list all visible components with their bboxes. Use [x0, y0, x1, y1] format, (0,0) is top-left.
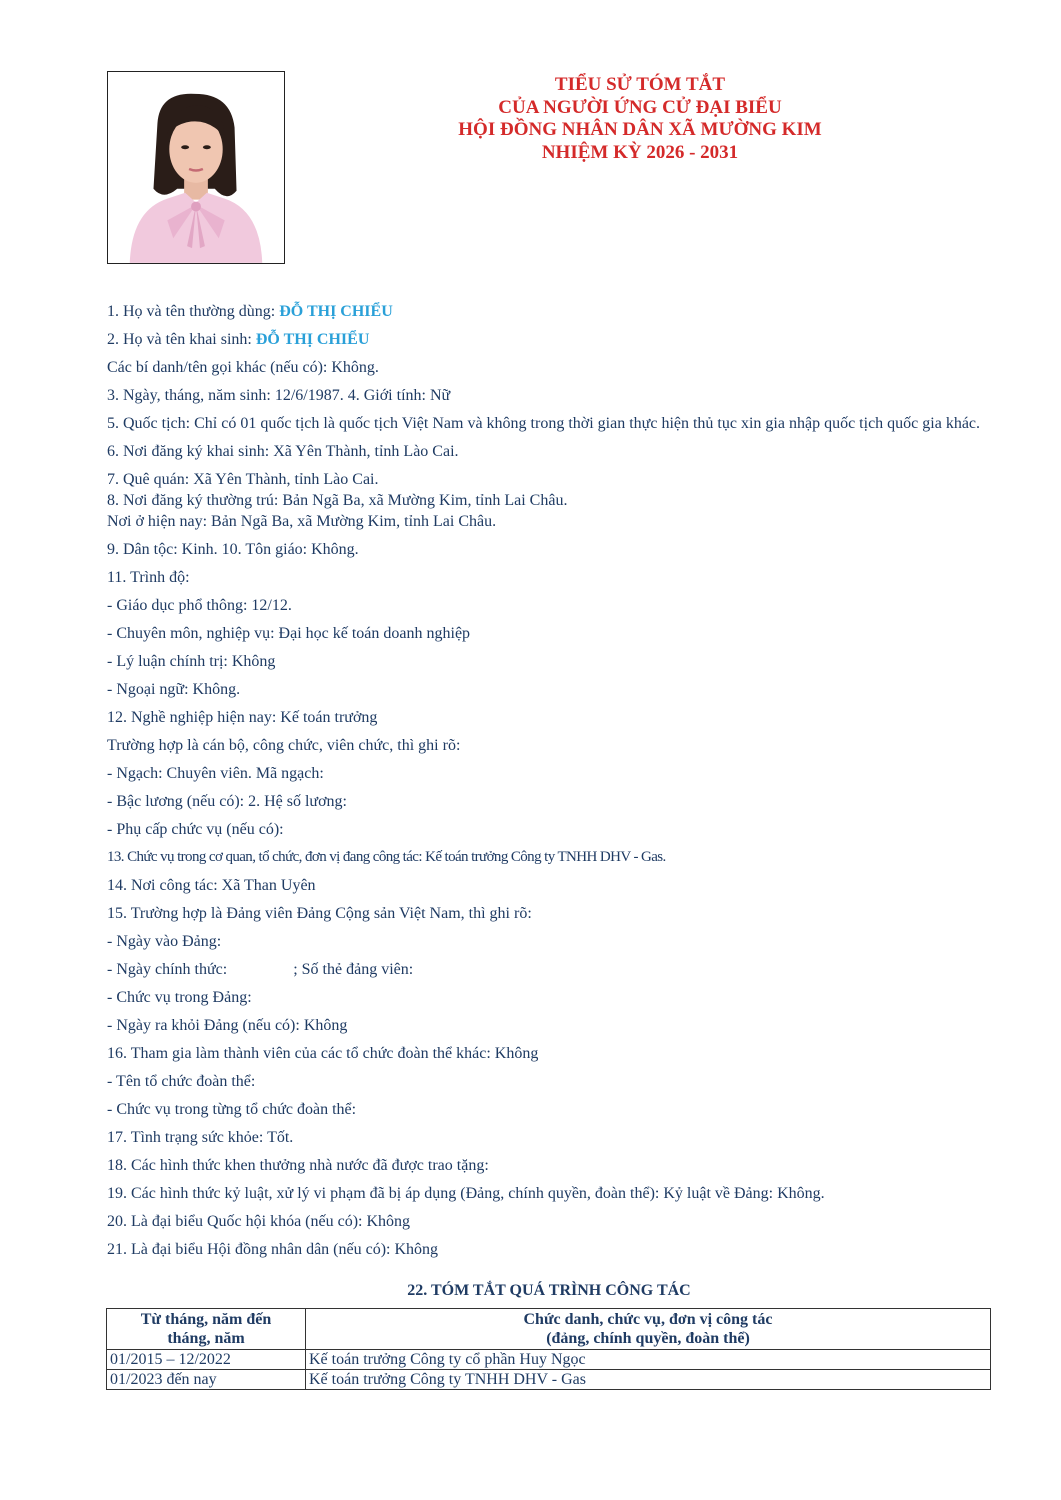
- biography-content: [107, 301, 997, 1260]
- period-cell: 01/2015 – 12/2022: [107, 1350, 306, 1370]
- period-column-header: Từ tháng, năm đến tháng, năm: [107, 1309, 306, 1350]
- current-residence-line: Nơi ở hiện nay: Bản Ngã Ba, xã Mường Kim, tỉnh Lai Châu.: [107, 513, 497, 530]
- work-history-title: 22. TÓM TẮT QUÁ TRÌNH CÔNG TÁC: [407, 1282, 691, 1299]
- party-card-label: ; Số thẻ đảng viên:: [293, 961, 414, 978]
- period-cell: 01/2023 đến nay: [107, 1370, 306, 1390]
- organization-membership-line: 16. Tham gia làm thành viên của các tổ chức đoàn thể khác: Không: [107, 1045, 539, 1062]
- party-member-line: 15. Trường hợp là Đảng viên Đảng Cộng sản Việt Nam, thì ghi rõ:: [107, 905, 532, 922]
- organization-name-line: - Tên tổ chức đoàn thể:: [107, 1073, 256, 1090]
- rank-line: - Ngạch: Chuyên viên. Mã ngạch:: [107, 765, 324, 782]
- health-line: 17. Tình trạng sức khỏe: Tốt.: [107, 1129, 294, 1146]
- education-line: - Giáo dục phổ thông: 12/12.: [107, 597, 292, 614]
- party-position-line: - Chức vụ trong Đảng:: [107, 989, 252, 1006]
- table-row: [107, 1370, 991, 1390]
- common-name-value: ĐỖ THỊ CHIỂU: [279, 303, 393, 320]
- ethnicity-line: 9. Dân tộc: Kinh. 10. Tôn giáo: Không.: [107, 541, 359, 558]
- title-line-4: NHIỆM KỲ 2026 - 2031: [541, 141, 739, 163]
- common-name-line: [107, 301, 997, 322]
- birth-name-label: 2. Họ và tên khai sinh:: [107, 331, 256, 348]
- awards-line: 18. Các hình thức khen thưởng nhà nước đã được trao tặng:: [107, 1157, 489, 1174]
- party-join-date-line: - Ngày vào Đảng:: [107, 933, 222, 950]
- political-theory-line: - Lý luận chính trị: Không: [107, 653, 276, 670]
- civil-servant-note-line: Trường hợp là cán bộ, công chức, viên chức, thì ghi rõ:: [107, 737, 461, 754]
- birth-name-line: [107, 329, 997, 350]
- organization-position-line: - Chức vụ trong từng tổ chức đoàn thể:: [107, 1101, 357, 1118]
- official-date-label: - Ngày chính thức:: [107, 961, 228, 978]
- current-position-line: 13. Chức vụ trong cơ quan, tổ chức, đơn vị đang công tác: Kế toán trưởng Công ty TNHH DHV - Gas.: [107, 849, 666, 865]
- profession-line: - Chuyên môn, nghiệp vụ: Đại học kế toán doanh nghiệp: [107, 625, 471, 642]
- title-line-3: HỘI ĐỒNG NHÂN DÂN XÃ MƯỜNG KIM: [458, 119, 822, 140]
- people-council-line: 21. Là đại biểu Hội đồng nhân dân (nếu có): Không: [107, 1241, 439, 1258]
- aliases-line: Các bí danh/tên gọi khác (nếu có): Không.: [107, 359, 379, 376]
- position-column-header: Chức danh, chức vụ, đơn vị công tác (đảng, chính quyền, đoàn thể): [306, 1309, 991, 1350]
- position-allowance-line: - Phụ cấp chức vụ (nếu có):: [107, 821, 284, 838]
- birth-date-line: 3. Ngày, tháng, năm sinh: 12/6/1987. 4. Giới tính: Nữ: [107, 387, 451, 404]
- work-history-table: [106, 1308, 991, 1390]
- national-assembly-line: 20. Là đại biểu Quốc hội khóa (nếu có): Không: [107, 1213, 411, 1230]
- discipline-line: 19. Các hình thức kỷ luật, xử lý vi phạm đã bị áp dụng (Đảng, chính quyền, đoàn thể): Kỷ luật về Đảng: Không.: [107, 1185, 825, 1202]
- title-line-1: TIỂU SỬ TÓM TẮT: [554, 74, 726, 95]
- qualification-line: 11. Trình độ:: [107, 569, 190, 586]
- title-line-2: CỦA NGƯỜI ỨNG CỬ ĐẠI BIỂU: [498, 96, 782, 118]
- portrait-image: [108, 72, 284, 263]
- position-cell: Kế toán trưởng Công ty cổ phần Huy Ngọc: [306, 1350, 991, 1370]
- party-official-line: [107, 959, 997, 980]
- permanent-residence-line: 8. Nơi đăng ký thường trú: Bản Ngã Ba, xã Mường Kim, tỉnh Lai Châu.: [107, 492, 568, 509]
- document-title: [380, 74, 900, 164]
- current-occupation-line: 12. Nghề nghiệp hiện nay: Kế toán trưởng: [107, 709, 378, 726]
- table-header-row: [107, 1309, 991, 1350]
- nationality-line: 5. Quốc tịch: Chỉ có 01 quốc tịch là quốc tịch Việt Nam và không trong thời gian thực hiện thủ tục xin gia nhập quốc tịch quốc gia khác.: [107, 415, 981, 432]
- party-leave-line: - Ngày ra khỏi Đảng (nếu có): Không: [107, 1017, 348, 1034]
- workplace-line: 14. Nơi công tác: Xã Than Uyên: [107, 877, 316, 894]
- birth-name-value: ĐỖ THỊ CHIỂU: [255, 331, 370, 348]
- table-row: [107, 1350, 991, 1370]
- position-cell: Kế toán trưởng Công ty TNHH DHV - Gas: [306, 1370, 991, 1390]
- candidate-photo: [107, 71, 285, 264]
- salary-grade-line: - Bậc lương (nếu có): 2. Hệ số lương:: [107, 793, 347, 810]
- common-name-label: 1. Họ và tên thường dùng:: [107, 303, 280, 320]
- birth-registration-line: 6. Nơi đăng ký khai sinh: Xã Yên Thành, tỉnh Lào Cai.: [107, 443, 459, 460]
- foreign-language-line: - Ngoại ngữ: Không.: [107, 681, 241, 698]
- hometown-line: 7. Quê quán: Xã Yên Thành, tỉnh Lào Cai.: [107, 471, 379, 488]
